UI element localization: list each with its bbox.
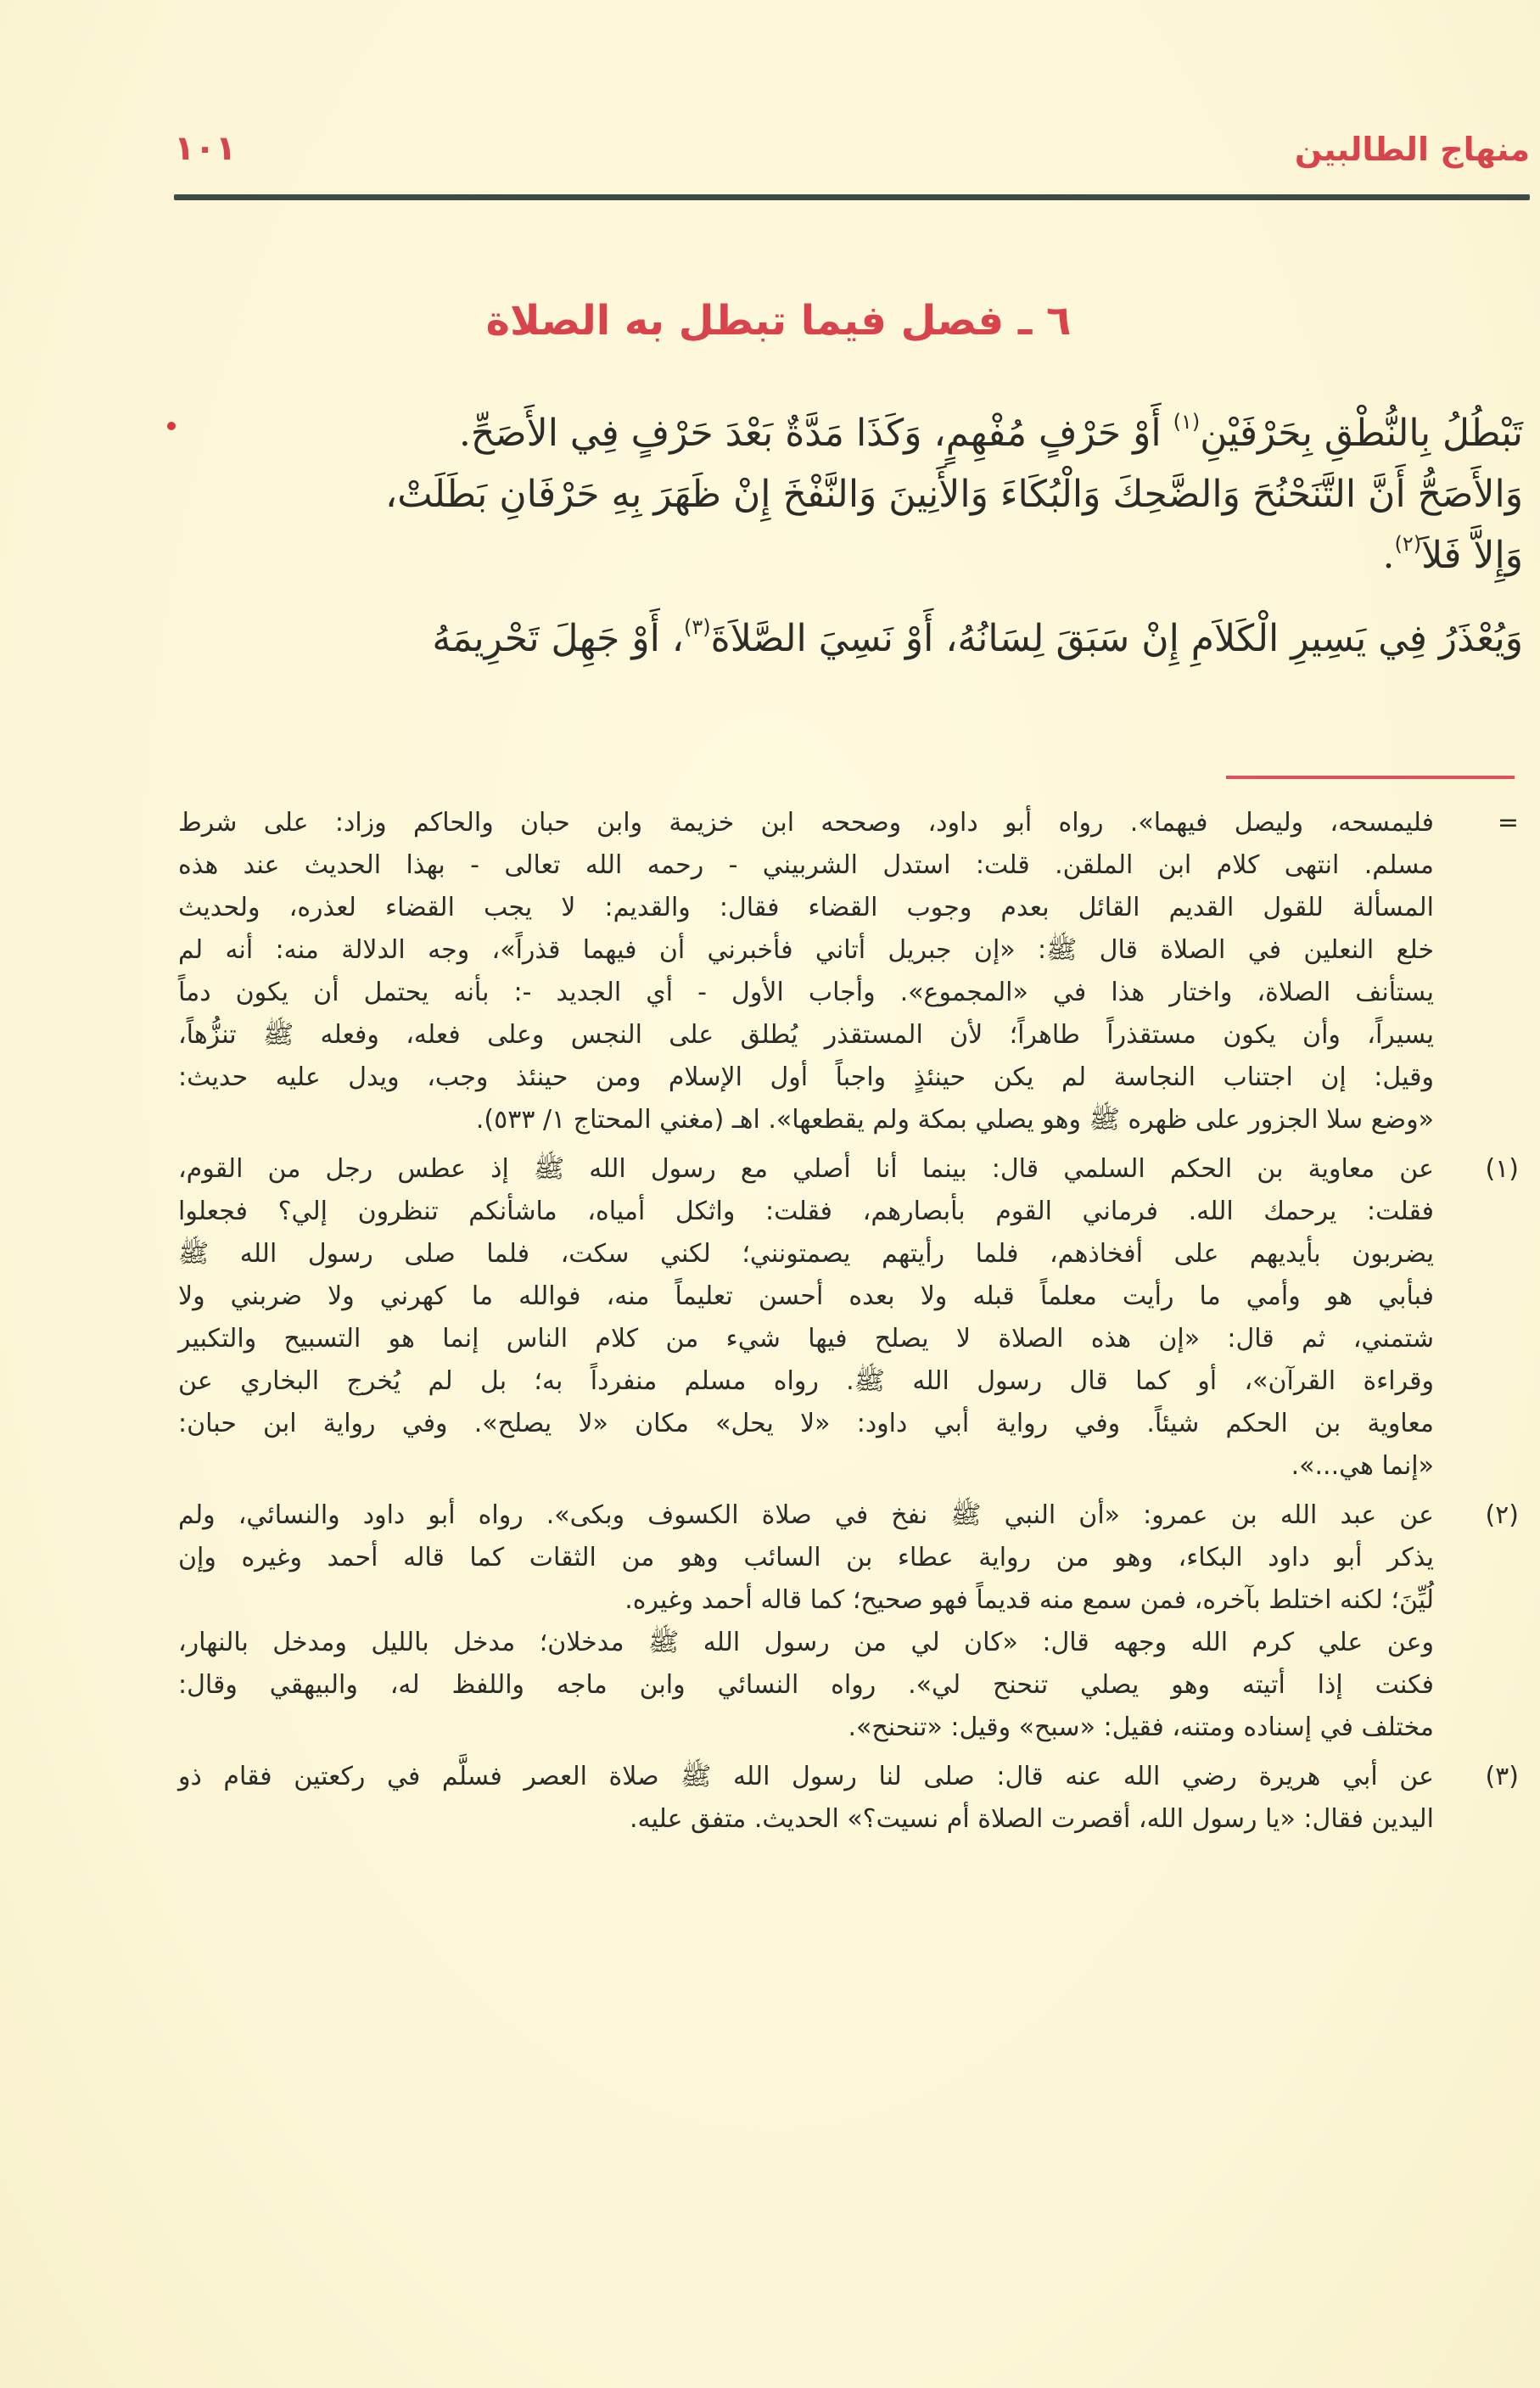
spacer xyxy=(170,586,1523,608)
footnote-2 xyxy=(178,1494,1519,1749)
book-title: منهاج الطالبين xyxy=(1294,131,1530,168)
matn-line xyxy=(170,464,1523,525)
footnote-marker: (٣) xyxy=(1485,1762,1519,1791)
footnote-marker: (١) xyxy=(1485,1154,1519,1184)
footnote-line: فبأبي هو وأمي ما رأيت معلماً قبله ولا بعده أحسن تعليماً منه، فوالله ما كهرني ولا ضربني ولا xyxy=(178,1281,1434,1311)
matn-text: ، أَوْ جَهِلَ تَحْرِيمَهُ xyxy=(432,617,685,660)
footnote-line: يستأنف الصلاة، واختار هذا في «المجموع». وأجاب الأول - أي الجديد -: بأنه يحتمل أن يكون دماً xyxy=(178,978,1434,1007)
footnote-line: «وضع سلا الجزور على ظهره ﷺ وهو يصلي بمكة ولم يقطعها». اهـ (مغني المحتاج ١/ ٥٣٣). xyxy=(475,1105,1434,1135)
footnote-line: لُيِّنَ؛ لكنه اختلط بآخره، فمن سمع منه قديماً فهو صحيح؛ كما قاله أحمد وغيره. xyxy=(624,1585,1434,1615)
footnote-marker: (٢) xyxy=(1485,1500,1519,1530)
spacer xyxy=(178,1749,1519,1756)
footnote-continuation xyxy=(178,802,1519,1141)
footnote-line: عن معاوية بن الحكم السلمي قال: بينما أنا أصلي مع رسول الله ﷺ إذ عطس رجل من القوم، xyxy=(178,1154,1434,1184)
matn-paragraph-1 xyxy=(170,403,1523,586)
continuation-marker: = xyxy=(1497,808,1519,838)
footnote-divider xyxy=(1226,776,1515,779)
matn-text: وَيُعْذَرُ فِي يَسِيرِ الْكَلاَمِ إِنْ سَبَقَ لِسَانُهُ، أَوْ نَسِيَ الصَّلاَةَ xyxy=(710,617,1523,660)
footnote-line: وعن علي كرم الله وجهه قال: «كان لي من رسول الله ﷺ مدخلان؛ مدخل بالليل ومدخل بالنهار، xyxy=(178,1628,1434,1657)
footnotes-section xyxy=(178,802,1519,1841)
footnote-3 xyxy=(178,1756,1519,1841)
footnote-line: وقيل: إن اجتناب النجاسة لم يكن حينئذٍ واجباً أول الإسلام ومن حينئذ وجب، ويدل عليه حديث: xyxy=(178,1062,1434,1092)
footnote-line: عن عبد الله بن عمرو: «أن النبي ﷺ نفخ في صلاة الكسوف وبكى». رواه أبو داود والنسائي، ولم xyxy=(178,1500,1434,1530)
matn-text: وَالأَصَحُّ أَنَّ التَّنَحْنُحَ وَالضَّحِكَ وَالْبُكَاءَ وَالأَنِينَ وَالنَّفْخَ إِنْ ظَهَرَ بِهِ حَرْفَانِ بَطَلَتْ، xyxy=(385,473,1523,516)
main-text xyxy=(170,403,1523,670)
footnote-1 xyxy=(178,1148,1519,1488)
running-header xyxy=(174,127,1530,187)
page-number: ١٠١ xyxy=(174,129,237,168)
footnote-line: اليدين فقال: «يا رسول الله، أقصرت الصلاة أم نسيت؟» الحديث. متفق عليه. xyxy=(629,1804,1434,1834)
footnote-ref-1[interactable]: (١) xyxy=(1173,410,1201,434)
footnote-line: مسلم. انتهى كلام ابن الملقن. قلت: استدل الشربيني - رحمه الله تعالى - بهذا الحديث عند هذه xyxy=(178,850,1434,880)
matn-line xyxy=(170,608,1523,670)
footnote-line: معاوية بن الحكم شيئاً. وفي رواية أبي داود: «لا يحل» مكان «لا يصلح». وفي رواية ابن حبان: xyxy=(178,1409,1434,1438)
matn-paragraph-2 xyxy=(170,608,1523,670)
footnote-line: يضربون بأيديهم على أفخاذهم، فلما رأيتهم يصمتونني؛ لكني سكت، فلما صلى رسول الله ﷺ xyxy=(178,1239,1434,1269)
matn-text: وَإِلاَّ فَلاَ xyxy=(1421,534,1523,577)
footnote-line: مختلف في إسناده ومتنه، فقيل: «سبح» وقيل: «تنحنح». xyxy=(848,1713,1434,1742)
spacer xyxy=(178,1488,1519,1494)
matn-text: تَبْطُلُ بِالنُّطْقِ بِحَرْفَيْنِ xyxy=(1200,412,1523,455)
spacer xyxy=(178,1141,1519,1148)
footnote-line: عن أبي هريرة رضي الله عنه قال: صلى لنا رسول الله ﷺ صلاة العصر فسلَّم في ركعتين فقام ذو xyxy=(178,1762,1434,1791)
section-heading: ٦ ـ فصل فيما تبطل به الصلاة xyxy=(485,297,1072,345)
footnote-line: يذكر أبو داود البكاء، وهو من رواية عطاء بن السائب وهو من الثقات كما قاله أحمد وغيره وإن xyxy=(178,1543,1434,1572)
matn-text: أَوْ حَرْفٍ مُفْهِمٍ، وَكَذَا مَدَّةٌ بَعْدَ حَرْفٍ فِي الأَصَحِّ. xyxy=(458,412,1162,455)
footnote-line: شتمني، ثم قال: «إن هذه الصلاة لا يصلح فيها شيء من كلام الناس إنما هو التسبيح والتكبير xyxy=(178,1324,1434,1354)
footnote-line: خلع النعلين في الصلاة قال ﷺ: «إن جبريل أتاني فأخبرني أن فيهما قذراً»، وجه الدلالة منه: أنه لم xyxy=(178,935,1434,965)
footnote-line: «إنما هي...». xyxy=(1291,1451,1434,1481)
header-divider xyxy=(174,194,1530,200)
matn-line xyxy=(170,403,1523,464)
footnote-ref-2[interactable]: (٢) xyxy=(1394,532,1422,556)
footnote-line: يسيراً، وأن يكون مستقذراً طاهراً؛ لأن المستقذر يُطلق على النجس وعلى فعله، وفعله ﷺ تنزُّهاً، xyxy=(178,1020,1434,1050)
footnote-line: المسألة للقول القديم القائل بعدم وجوب القضاء فقال: والقديم: لا يجب القضاء لعذره، ولحديث xyxy=(178,893,1434,922)
footnote-line: فكنت إذا أتيته وهو يصلي تنحنح لي». رواه النسائي وابن ماجه واللفظ له، والبيهقي وقال: xyxy=(178,1670,1434,1700)
footnote-line: فليمسحه، وليصل فيهما». رواه أبو داود، وصححه ابن خزيمة وابن حبان والحاكم وزاد: على شرط xyxy=(178,808,1434,838)
matn-text: . xyxy=(1382,534,1395,577)
matn-line xyxy=(170,525,1523,586)
footnote-ref-3[interactable]: (٣) xyxy=(684,615,711,639)
footnote-line: وقراءة القرآن»، أو كما قال رسول الله ﷺ. رواه مسلم منفرداً به؛ بل لم يُخرج البخاري عن xyxy=(178,1366,1434,1396)
footnote-line: فقلت: يرحمك الله. فرماني القوم بأبصارهم، فقلت: واثكل أمياه، ماشأنكم تنظرون إلي؟ فجعلوا xyxy=(178,1197,1434,1226)
